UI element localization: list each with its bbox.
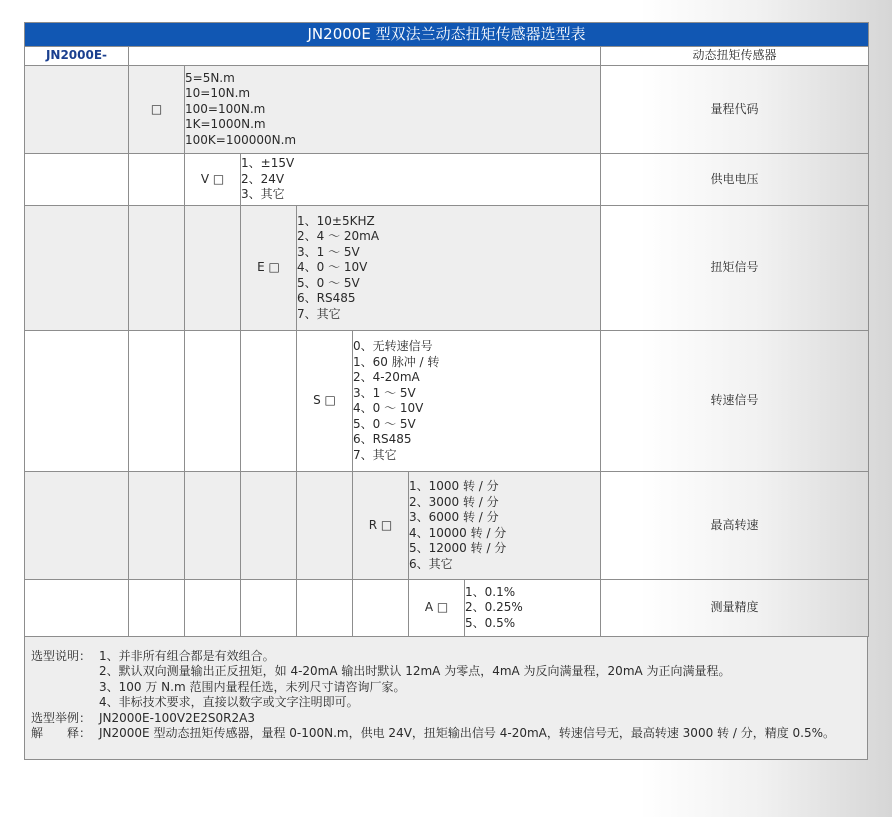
- row-label: 测量精度: [601, 580, 869, 637]
- blank-cell: [25, 472, 129, 580]
- code-cell: □: [129, 66, 185, 154]
- option-item: 3、6000 转 / 分: [409, 510, 499, 524]
- row-label: 扭矩信号: [601, 206, 869, 331]
- blank-cell: [241, 472, 297, 580]
- option-item: 1、10±5KHZ: [297, 213, 375, 228]
- explain-row: [31, 726, 859, 741]
- option-item: 2、24V: [241, 171, 285, 186]
- note-text: 1、并非所有组合都是有效组合。: [99, 649, 275, 663]
- notes-label: 选型说明：: [31, 649, 92, 663]
- blank-cell: [185, 580, 241, 637]
- note-text: 2、默认双向测量输出正反扭矩，如 4-20mA 输出时默认 12mA 为零点，4mA 为反向满量程，20mA 为正向满量程。: [99, 664, 731, 679]
- table-row: [25, 331, 869, 472]
- options-cell: [409, 472, 601, 580]
- blank-cell: [353, 580, 409, 637]
- row-label: 量程代码: [601, 66, 869, 154]
- option-item: 1K=1000N.m: [185, 117, 266, 132]
- explain-text: JN2000E 型动态扭矩传感器，量程 0-100N.m，供电 24V，扭矩输出信号 4-20mA，转速信号无，最高转速 3000 转 / 分，精度 0.5%。: [99, 726, 835, 741]
- example-text: JN2000E-100V2E2S0R2A3: [99, 710, 255, 725]
- blank-cell: [129, 472, 185, 580]
- options-cell: [185, 66, 601, 154]
- notes-section: [24, 637, 868, 760]
- option-item: 2、3000 转 / 分: [409, 494, 499, 509]
- option-item: 5=5N.m: [185, 70, 235, 85]
- blank-cell: [185, 331, 241, 472]
- table-row: [25, 66, 869, 154]
- example-row: [31, 711, 859, 726]
- explain-label: 解 释：: [31, 726, 92, 741]
- blank-cell: [25, 206, 129, 331]
- blank-cell: [129, 331, 185, 472]
- option-item: 2、0.25%: [465, 600, 523, 615]
- option-item: 1、0.1%: [465, 584, 516, 599]
- note-text: 3、100 万 N.m 范围内量程任选，未列尺寸请咨询厂家。: [99, 679, 406, 694]
- product-type: 动态扭矩传感器: [601, 47, 869, 66]
- header-blank: [129, 47, 601, 66]
- options-cell: [241, 154, 601, 206]
- note-text: 4、非标技术要求，直接以数字或文字注明即可。: [99, 695, 359, 710]
- blank-cell: [297, 580, 353, 637]
- selection-sheet: [24, 22, 868, 760]
- option-item: 100=100N.m: [185, 101, 266, 116]
- option-item: 5、0.5%: [465, 615, 516, 630]
- option-item: 100K=100000N.m: [185, 132, 297, 147]
- option-item: 4、0 ～ 10V: [297, 260, 368, 275]
- option-item: 6、其它: [409, 556, 453, 571]
- option-item: 1、±15V: [241, 156, 295, 171]
- blank-cell: [129, 206, 185, 331]
- table-row: [25, 580, 869, 637]
- blank-cell: [241, 580, 297, 637]
- option-item: 7、其它: [353, 447, 397, 462]
- option-item: 4、10000 转 / 分: [409, 525, 507, 540]
- blank-cell: [185, 472, 241, 580]
- option-item: 1、1000 转 / 分: [409, 479, 499, 493]
- blank-cell: [25, 154, 129, 206]
- options-cell: [353, 331, 601, 472]
- option-item: 2、4-20mA: [353, 370, 420, 384]
- option-item: 3、1 ～ 5V: [297, 244, 360, 259]
- code-cell: S □: [297, 331, 353, 472]
- code-cell: V □: [185, 154, 241, 206]
- code-cell: A □: [409, 580, 465, 637]
- blank-cell: [129, 154, 185, 206]
- option-item: 5、12000 转 / 分: [409, 541, 507, 555]
- row-label: 最高转速: [601, 472, 869, 580]
- blank-cell: [25, 580, 129, 637]
- blank-cell: [25, 331, 129, 472]
- option-item: 5、0 ～ 5V: [353, 416, 416, 431]
- option-item: 7、其它: [297, 306, 341, 321]
- blank-cell: [297, 472, 353, 580]
- blank-cell: [241, 331, 297, 472]
- option-item: 6、RS485: [297, 291, 356, 306]
- example-label: 选型举例：: [31, 710, 92, 725]
- blank-cell: [185, 206, 241, 331]
- table-row: [25, 154, 869, 206]
- options-cell: [465, 580, 601, 637]
- option-item: 2、4 ～ 20mA: [297, 229, 380, 244]
- option-item: 6、RS485: [353, 432, 412, 446]
- note-item: [31, 649, 859, 664]
- options-cell: [297, 206, 601, 331]
- option-item: 0、无转速信号: [353, 339, 433, 353]
- option-item: 10=10N.m: [185, 86, 251, 101]
- code-cell: R □: [353, 472, 409, 580]
- row-label: 供电电压: [601, 154, 869, 206]
- table-row: [25, 472, 869, 580]
- selection-table: [24, 22, 869, 637]
- row-label: 转速信号: [601, 331, 869, 472]
- option-item: 1、60 脉冲 / 转: [353, 354, 440, 369]
- code-cell: E □: [241, 206, 297, 331]
- option-item: 3、其它: [241, 187, 285, 202]
- blank-cell: [129, 580, 185, 637]
- option-item: 5、0 ～ 5V: [297, 275, 360, 290]
- table-title: JN2000E 型双法兰动态扭矩传感器选型表: [25, 23, 869, 47]
- option-item: 4、0 ～ 10V: [353, 401, 424, 415]
- table-row: [25, 206, 869, 331]
- option-item: 3、1 ～ 5V: [353, 385, 416, 400]
- blank-cell: [25, 66, 129, 154]
- model-prefix: JN2000E-: [25, 47, 129, 66]
